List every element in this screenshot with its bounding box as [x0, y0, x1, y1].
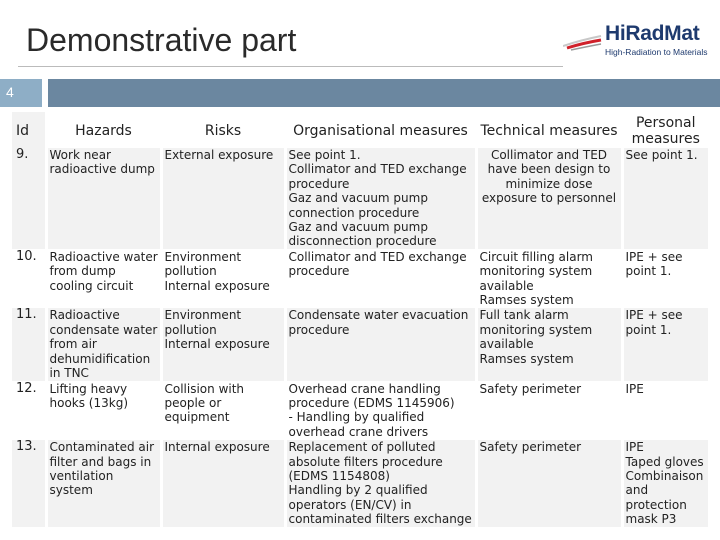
cell-line: Internal exposure	[164, 337, 270, 352]
cell-line: contaminated filters exchange	[288, 512, 472, 527]
cell-line: Collimator and TED exchange	[288, 249, 467, 264]
technical-cell	[476, 249, 622, 308]
risks-cell	[161, 308, 285, 381]
row-id-cell: 9.	[12, 148, 46, 249]
organisational-cell	[285, 249, 476, 308]
cell-line: Ramses system	[479, 293, 574, 308]
cell-line: Internal exposure	[164, 440, 270, 455]
cell-line: Taped gloves	[625, 454, 704, 469]
cell-line: equipment	[164, 410, 230, 425]
technical-cell	[476, 381, 622, 440]
technical-cell	[476, 440, 622, 527]
cell-line: IPE + see	[625, 249, 683, 264]
hazards-cell	[46, 148, 161, 249]
cell-line: Lifting heavy	[49, 381, 128, 396]
cell-line: protection	[625, 497, 687, 512]
table-row	[12, 381, 708, 440]
cell-line: point 1.	[625, 264, 672, 279]
hazards-cell	[46, 440, 161, 527]
row-id-cell: 10.	[12, 249, 46, 308]
cell-line: Circuit filling alarm	[479, 249, 593, 264]
personal-cell	[622, 308, 708, 381]
cell-line: available	[479, 337, 534, 352]
cell-line: condensate water	[49, 322, 158, 337]
cell-line: monitoring system	[479, 264, 593, 279]
cell-line: (EDMS 1154808)	[288, 468, 390, 483]
risks-cell	[161, 381, 285, 440]
cell-line: Collimator and TED exchange	[288, 162, 467, 177]
hazards-cell	[46, 381, 161, 440]
column-header-technical: Technical measures	[476, 112, 622, 148]
organisational-cell	[285, 381, 476, 440]
cell-line: Environment	[164, 308, 242, 323]
column-header-personal: Personal measures	[622, 112, 708, 148]
table-row	[12, 249, 708, 308]
cell-line: Radioactive water	[49, 249, 158, 264]
table-row	[12, 440, 708, 527]
cell-line: IPE	[625, 381, 644, 396]
cell-line: See point 1.	[288, 148, 361, 162]
cell-line: Full tank alarm	[479, 308, 569, 323]
personal-cell	[622, 381, 708, 440]
column-header-organisational: Organisational measures	[285, 112, 476, 148]
cell-line: procedure	[288, 176, 350, 191]
cell-line: operators (EN/CV) in	[288, 497, 412, 512]
cell-line: radioactive dump	[49, 162, 155, 177]
cell-line: have been design to	[487, 162, 611, 177]
slide-number-label: 4	[6, 84, 14, 100]
cell-line: procedure	[288, 264, 350, 279]
cell-line: Collision with	[164, 381, 245, 396]
cell-line: available	[479, 278, 534, 293]
cell-line: connection procedure	[288, 205, 420, 220]
cell-line: overhead crane drivers	[288, 424, 429, 439]
table-row	[12, 308, 708, 381]
cell-line: filter and bags in	[49, 454, 152, 469]
table-row	[12, 148, 708, 249]
cell-line: system	[49, 483, 93, 498]
hazard-table	[12, 112, 708, 527]
cell-line: ventilation	[49, 468, 114, 483]
cell-line: - Handling by qualified	[288, 410, 425, 425]
logo-tagline: High-Radiation to Materials	[605, 47, 708, 57]
logo-brand: HiRadMat	[605, 22, 700, 45]
cell-line: point 1.	[625, 322, 672, 337]
cell-line: dehumidification	[49, 351, 151, 366]
cell-line: disconnection procedure	[288, 234, 437, 249]
cell-line: cooling circuit	[49, 278, 134, 293]
cell-line: Radioactive	[49, 308, 120, 323]
cell-line: Combinaison	[625, 468, 704, 483]
risks-cell	[161, 440, 285, 527]
logo-swoosh-icon	[563, 28, 603, 58]
cell-line: IPE	[625, 440, 644, 455]
cell-line: in TNC	[49, 366, 89, 381]
cell-line: minimize dose	[505, 176, 593, 191]
title-divider	[18, 66, 563, 67]
risks-cell	[161, 249, 285, 308]
row-id-cell: 12.	[12, 381, 46, 440]
cell-line: from air	[49, 337, 97, 352]
slide-number	[0, 79, 42, 107]
personal-cell	[622, 440, 708, 527]
cell-line: absolute filters procedure	[288, 454, 443, 469]
cell-line: pollution	[164, 322, 217, 337]
column-header-risks: Risks	[161, 112, 285, 148]
column-header-id: Id	[12, 112, 46, 148]
risks-cell	[161, 148, 285, 249]
cell-line: IPE + see	[625, 308, 683, 323]
cell-line: External exposure	[164, 148, 274, 162]
column-header-hazards: Hazards	[46, 112, 161, 148]
organisational-cell	[285, 440, 476, 527]
cell-line: Overhead crane handling	[288, 381, 441, 396]
cell-line: Replacement of polluted	[288, 440, 436, 455]
cell-line: Work near	[49, 148, 111, 162]
cell-line: Contaminated air	[49, 440, 155, 455]
organisational-cell	[285, 308, 476, 381]
cell-line: people or	[164, 395, 222, 410]
cell-line: monitoring system	[479, 322, 593, 337]
page-title: Demonstrative part	[26, 22, 297, 58]
cell-line: Ramses system	[479, 351, 574, 366]
table-header-row	[12, 112, 708, 148]
cell-line: Safety perimeter	[479, 440, 582, 455]
technical-cell	[476, 308, 622, 381]
cell-line: See point 1.	[625, 148, 698, 162]
cell-line: mask P3	[625, 512, 677, 527]
cell-line: and	[625, 483, 649, 498]
personal-cell	[622, 148, 708, 249]
technical-cell	[476, 148, 622, 249]
cell-line: procedure	[288, 322, 350, 337]
cell-line: procedure (EDMS 1145906)	[288, 395, 455, 410]
cell-line: hooks (13kg)	[49, 395, 129, 410]
cell-line: Gaz and vacuum pump	[288, 191, 428, 206]
row-id-cell: 13.	[12, 440, 46, 527]
row-id-cell: 11.	[12, 308, 46, 381]
header-band	[48, 79, 720, 107]
cell-line: Collimator and TED	[490, 148, 608, 162]
cell-line: Handling by 2 qualified	[288, 483, 428, 498]
cell-line: Gaz and vacuum pump	[288, 220, 428, 235]
cell-line: pollution	[164, 264, 217, 279]
hazards-cell	[46, 249, 161, 308]
cell-line: Environment	[164, 249, 242, 264]
cell-line: exposure to personnel	[481, 191, 617, 206]
cell-line: Safety perimeter	[479, 381, 582, 396]
cell-line: Condensate water evacuation	[288, 308, 469, 323]
hiradmat-logo	[563, 22, 708, 62]
hazards-cell	[46, 308, 161, 381]
cell-line: Internal exposure	[164, 278, 270, 293]
cell-line: from dump	[49, 264, 116, 279]
personal-cell	[622, 249, 708, 308]
organisational-cell	[285, 148, 476, 249]
